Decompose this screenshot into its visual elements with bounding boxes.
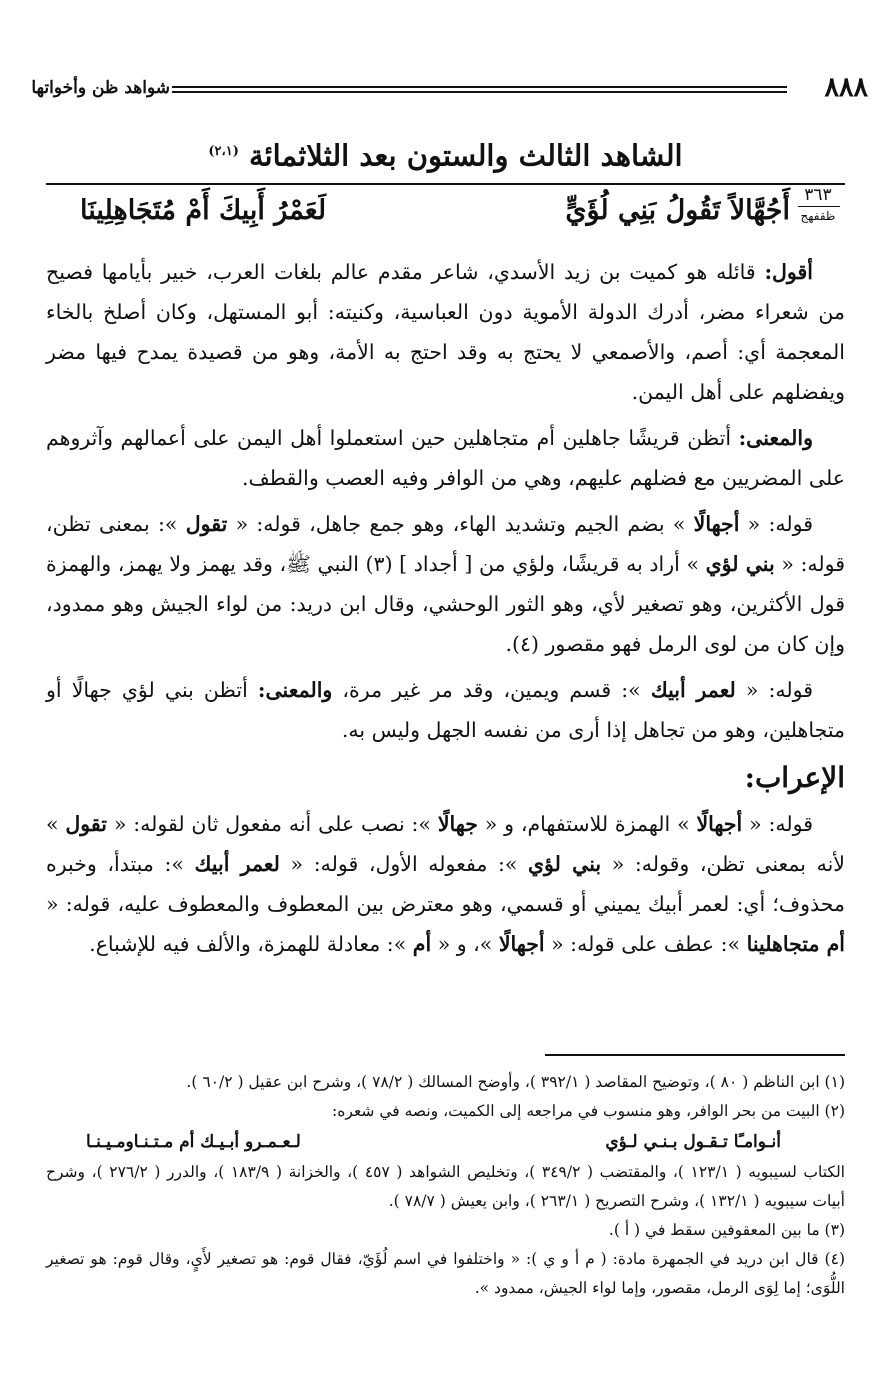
footnote-1: (١) ابن الناظم ( ٨٠ )، وتوضيح المقاصد ( ٣٩٢/١ )، وأوضح المسالك ( ٧٨/٢ )، وشرح ابن عقيل ( ٦٠/٢ ).	[186, 1073, 845, 1091]
paragraph-parsing	[46, 804, 845, 964]
text-segment: »: بمعنى تظن، قوله: «	[46, 512, 845, 576]
text-segment: أتظن بني لؤي جهالًا أو متجاهلين، وهو من تجاهل إذا أرى من نفسه الجهل وليس به.	[46, 678, 845, 742]
paragraph-text: أتظن قريشًا جاهلين أم متجاهلين حين استعملوا أهل اليمن على أعمالهم وآثروهم على المضريين مع فضلهم عليهم، وهي من الوافر وفيه العصب والقطف.	[46, 426, 845, 490]
section-heading	[120, 128, 771, 180]
heading-footnote-ref: (٢،١)	[208, 144, 239, 159]
quoted-term: تقول	[185, 512, 228, 536]
quoted-term: جهالًا	[437, 812, 478, 836]
quoted-term: بني لؤي	[528, 852, 602, 876]
text-segment: »: مفعوله الأول، قوله: «	[279, 852, 528, 876]
quoted-term: أجهالًا	[498, 932, 545, 956]
paragraph-text: قائله هو كميت بن زيد الأسدي، شاعر مقدم عالم بلغات العرب، خبير بأيامها فصيح من شعراء مضر، أدرك الدولة الأموية دون العباسية، وكنيته: أبو المستهل، وكان أصلخ بالخاء المعجمة أي: أصم، والأصمعي لا يحتج به وقد احتج به الأمة، وهو من قصيدة يمدح فيها مضر ويفضلهم على أهل اليمن.	[46, 260, 845, 404]
text-segment: قوله: «	[739, 512, 814, 536]
verse-meter-code: ظقفهج	[800, 209, 836, 223]
footnote-verse-first-hemistich: أنـوامـًا تـقـول بـنـي لـؤي	[605, 1132, 781, 1152]
lead-word: والمعنى:	[738, 426, 813, 450]
footnote-3: (٣) ما بين المعقوفين سقط في ( أ ).	[608, 1221, 845, 1239]
text-segment: »: مبتدأ، وخبره محذوف؛ أي: لعمر أبيك يميني أو قسمي، وهو معترض بين المعطوف والمعطوف عليه، قوله: «	[46, 852, 845, 916]
lead-word: أقول:	[764, 260, 813, 284]
running-title: شواهد ظن وأخواتها	[31, 78, 170, 98]
irab-heading: الإعراب:	[744, 761, 845, 794]
verse-number: ٣٦٣	[804, 185, 832, 205]
text-segment: قوله: «	[735, 678, 814, 702]
lead-word: والمعنى:	[257, 678, 333, 702]
running-header	[0, 72, 891, 112]
quoted-term: أم	[412, 932, 432, 956]
text-segment: »: نصب على أنه مفعول ثان لقوله: «	[106, 812, 438, 836]
footnote-4: (٤) قال ابن دريد في الجمهرة مادة: ( م أ و ي ): « واختلفوا في اسم لُؤَيّ، فقال قوم: هو تصغير لأَيٍ، وقال قوم: هو تصغير اللُّوَى؛ إما لِوَى الرمل، مقصور، وإما لواء الجيش، ممدود ».	[46, 1250, 845, 1297]
text-segment: » لأنه بمعنى تظن، وقوله: «	[46, 812, 845, 876]
text-segment: » أراد به قريشًا، ولؤي من [ أجداد ] (٣) النبي ﷺ، وقد يهمز ولا يهمز، والهمزة قول الأكثرين، وهو تصغير لأي، وهو الثور الوحشي، وقال ابن دريد: من لواء الجيش وهو ممدود، وإن كان من لوى الرمل فهو مقصور (٤).	[46, 552, 845, 656]
paragraph-author	[46, 252, 845, 412]
text-segment: »: قسم ويمين، وقد مر غير مرة،	[332, 678, 651, 702]
paragraph-vocabulary	[46, 504, 845, 664]
verse-number-divider	[798, 206, 840, 207]
footnote-2: (٢) البيت من بحر الوافر، وهو منسوب في مراجعه إلى الكميت، ونصه في شعره:	[332, 1102, 845, 1120]
quoted-term: لعمر أبيك	[650, 678, 736, 702]
paragraph-meaning	[46, 418, 845, 498]
quoted-term: تقول	[65, 812, 107, 836]
text-segment: قوله: «	[742, 812, 814, 836]
text-segment: »: معادلة للهمزة، والألف فيه للإشباع.	[89, 932, 413, 956]
footnote-verse-second-hemistich: لـعـمـرو أبـيـك أم مـتـنـاومـيـنـا	[86, 1132, 301, 1152]
text-segment: » الهمزة للاستفهام، و «	[477, 812, 697, 836]
text-segment: » بضم الجيم وتشديد الهاء، وهو جمع جاهل، قوله: «	[227, 512, 694, 536]
verse-first-hemistich: أَجُهَّالاً تَقُولُ بَنِي لُؤَيٍّ	[565, 195, 790, 226]
text-segment: »، و «	[431, 932, 499, 956]
quoted-term: لعمر أبيك	[194, 852, 280, 876]
quoted-term: أجهالًا	[693, 512, 740, 536]
header-double-rule-lower	[172, 91, 787, 93]
page-number: ٨٨٨	[824, 72, 868, 103]
verse-top-rule	[46, 183, 845, 185]
verse-second-hemistich: لَعَمْرُ أَبِيكَ أَمْ مُتَجَاهِلِينَا	[80, 195, 327, 226]
quoted-term: أم متجاهلينا	[746, 932, 845, 956]
quoted-term: بني لؤي	[705, 552, 775, 576]
header-double-rule	[172, 86, 787, 88]
footnotes	[46, 1068, 845, 1303]
commentary-body	[46, 252, 845, 970]
quoted-term: أجهالًا	[696, 812, 743, 836]
heading-text: الشاهد الثالث والستون بعد الثلاثمائة	[248, 138, 683, 173]
text-segment: »: عطف على قوله: «	[544, 932, 747, 956]
paragraph-oath	[46, 670, 845, 750]
footnote-2-references: الكتاب لسيبويه ( ١٢٣/١ )، والمقتضب ( ٣٤٩/٢ )، وتخليص الشواهد ( ٤٥٧ )، والخزانة ( ١٨٣/٩ )، والدرر ( ٢٧٦/٢ )، وشرح أبيات سيبويه ( ١٣٢/١ )، وشرح التصريح ( ٢٦٣/١ )، وابن يعيش ( ٧٨/٧ ).	[46, 1163, 845, 1210]
footnote-verse	[46, 1126, 845, 1158]
footnote-separator	[545, 1054, 845, 1056]
